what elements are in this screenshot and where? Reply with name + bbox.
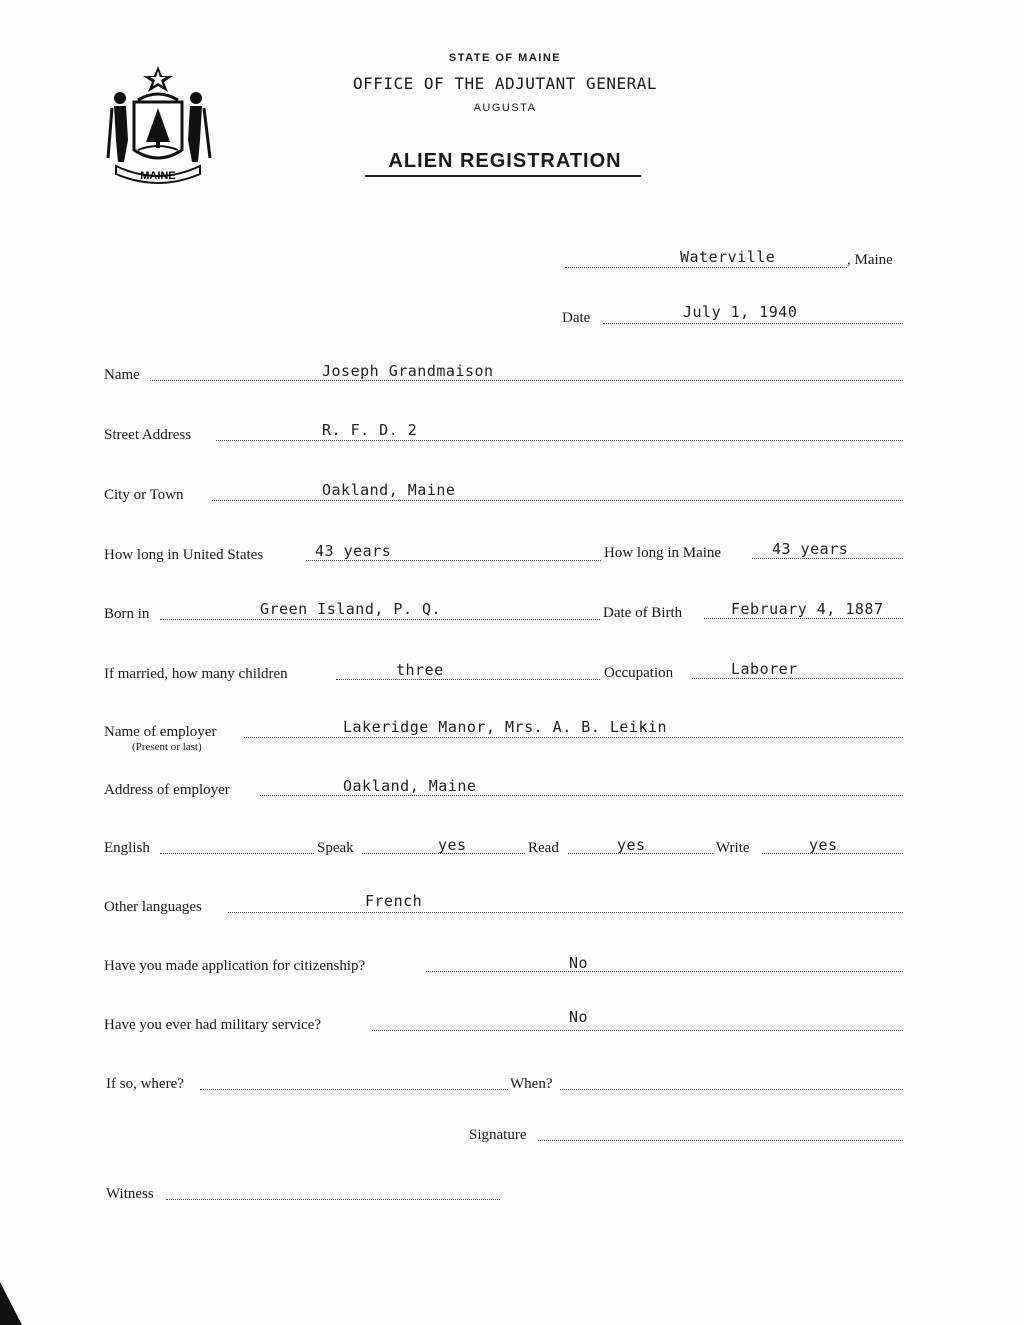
read-value[interactable]: yes <box>617 836 646 854</box>
how-long-maine-value[interactable]: 43 years <box>772 540 849 558</box>
citizenship-value[interactable]: No <box>569 954 589 972</box>
born-in-value[interactable]: Green Island, P. Q. <box>260 600 442 618</box>
military-label: Have you ever had military service? <box>104 1017 321 1033</box>
state-heading: STATE OF MAINE <box>448 52 562 64</box>
how-long-maine-label: How long in Maine <box>604 545 722 561</box>
write-label: Write <box>716 840 750 856</box>
how-long-us-label: How long in United States <box>104 547 264 563</box>
place-suffix: , Maine <box>847 252 893 268</box>
witness-label: Witness <box>106 1186 154 1202</box>
when-label: When? <box>510 1076 553 1092</box>
speak-label: Speak <box>317 840 354 856</box>
write-value[interactable]: yes <box>809 836 838 854</box>
citizenship-label: Have you made application for citizenship? <box>104 958 366 974</box>
name-value[interactable]: Joseph Grandmaison <box>322 362 494 380</box>
other-languages-value[interactable]: French <box>365 892 423 910</box>
street-label: Street Address <box>104 427 192 443</box>
form-title: ALIEN REGISTRATION <box>388 150 622 172</box>
name-label: Name <box>104 367 140 383</box>
speak-value[interactable]: yes <box>438 836 467 854</box>
children-label: If married, how many children <box>104 666 288 682</box>
dob-label: Date of Birth <box>603 605 683 621</box>
how-long-us-value[interactable]: 43 years <box>315 542 392 560</box>
city-label: City or Town <box>104 487 184 503</box>
date-value[interactable]: July 1, 1940 <box>683 303 798 321</box>
employer-sublabel: (Present or last) <box>132 741 202 753</box>
where-label: If so, where? <box>106 1076 184 1092</box>
other-languages-label: Other languages <box>104 899 202 915</box>
english-label: English <box>104 840 150 856</box>
employer-value[interactable]: Lakeridge Manor, Mrs. A. B. Leikin <box>343 718 668 736</box>
page-corner-mark <box>0 1282 22 1325</box>
street-value[interactable]: R. F. D. 2 <box>322 421 418 439</box>
office-heading: OFFICE OF THE ADJUTANT GENERAL <box>353 74 657 93</box>
occupation-value[interactable]: Laborer <box>731 660 798 678</box>
maine-state-seal-icon <box>102 62 214 188</box>
title-underline <box>365 175 641 177</box>
read-label: Read <box>528 840 559 856</box>
city-value[interactable]: Oakland, Maine <box>322 481 456 499</box>
date-label: Date <box>562 310 591 326</box>
place-value[interactable]: Waterville <box>680 248 776 266</box>
employer-address-value[interactable]: Oakland, Maine <box>343 777 477 795</box>
dob-value[interactable]: February 4, 1887 <box>731 600 884 618</box>
children-value[interactable]: three <box>396 661 444 679</box>
born-in-label: Born in <box>104 606 150 622</box>
occupation-label: Occupation <box>604 665 674 681</box>
city-heading: AUGUSTA <box>473 102 537 114</box>
employer-label: Name of employer <box>104 724 217 740</box>
signature-label: Signature <box>469 1127 527 1143</box>
employer-address-label: Address of employer <box>104 782 230 798</box>
seal-text: MAINE <box>140 170 176 182</box>
military-value[interactable]: No <box>569 1008 589 1026</box>
